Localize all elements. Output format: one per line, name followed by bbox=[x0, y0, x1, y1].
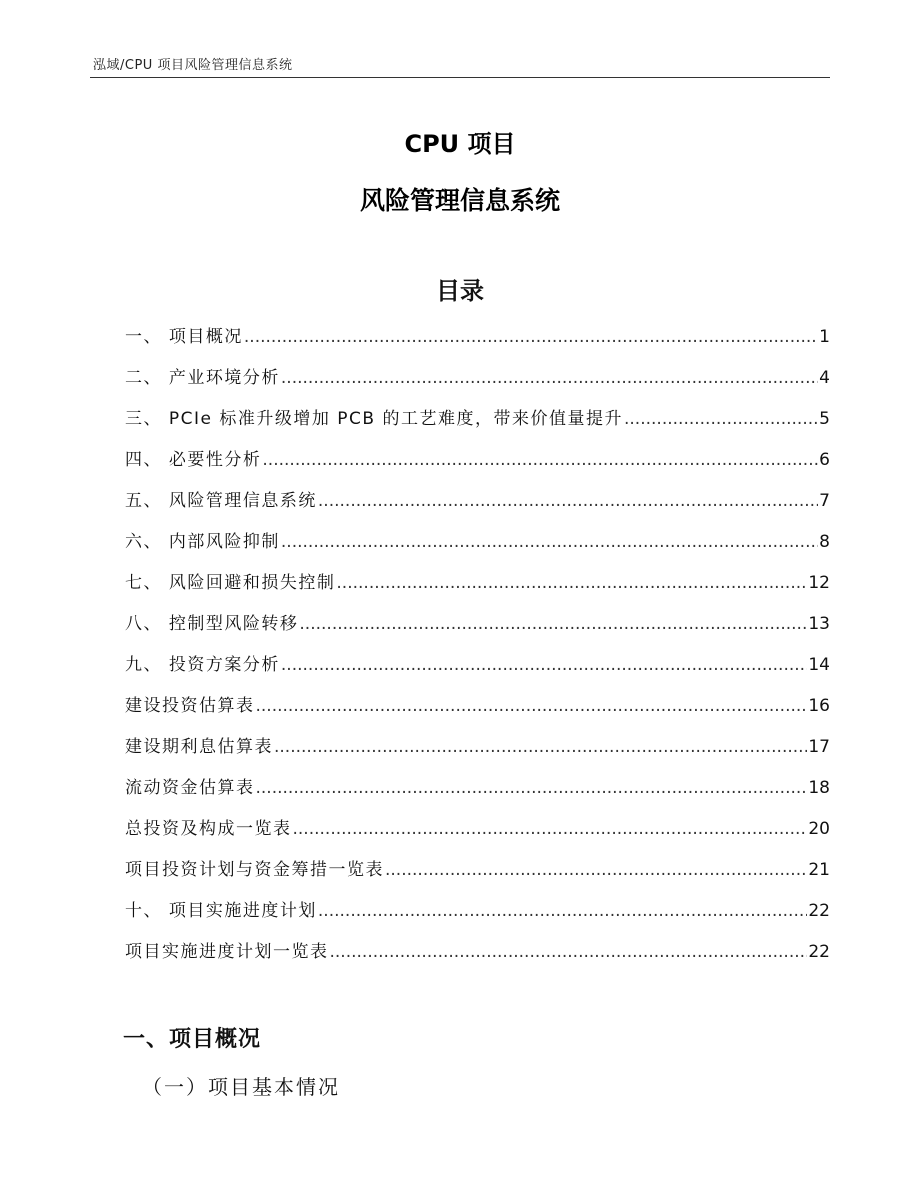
toc-entry-page: 22 bbox=[808, 942, 830, 962]
toc-entry-page: 8 bbox=[819, 532, 830, 552]
toc-entry-page: 14 bbox=[808, 655, 830, 675]
toc-leader bbox=[281, 655, 807, 675]
toc-entry[interactable] bbox=[125, 732, 830, 773]
toc-entry[interactable] bbox=[125, 650, 830, 691]
toc-entry[interactable] bbox=[125, 691, 830, 732]
toc-leader bbox=[293, 819, 808, 839]
toc-leader bbox=[281, 368, 818, 388]
toc-leader bbox=[244, 327, 818, 347]
toc-entry-page: 1 bbox=[819, 327, 830, 347]
toc-leader bbox=[299, 614, 807, 634]
toc-entry-label: 九、 投资方案分析 bbox=[125, 655, 280, 675]
toc-entry-label: 一、 项目概况 bbox=[125, 327, 243, 347]
toc-entry[interactable] bbox=[125, 363, 830, 404]
toc-entry-page: 13 bbox=[808, 614, 830, 634]
toc-entry[interactable] bbox=[125, 814, 830, 855]
toc-leader bbox=[318, 901, 807, 921]
toc-entry-label: 五、 风险管理信息系统 bbox=[125, 491, 317, 511]
toc-leader bbox=[624, 409, 818, 429]
toc-leader bbox=[281, 532, 818, 552]
toc-entry-label: 流动资金估算表 bbox=[125, 778, 255, 798]
toc-leader bbox=[385, 860, 807, 880]
toc-entry[interactable] bbox=[125, 896, 830, 937]
toc-entry-label: 十、 项目实施进度计划 bbox=[125, 901, 317, 921]
toc-entry-label: 项目实施进度计划一览表 bbox=[125, 942, 329, 962]
toc-leader bbox=[330, 942, 808, 962]
toc-leader bbox=[256, 778, 808, 798]
toc-entry-page: 12 bbox=[808, 573, 830, 593]
table-of-contents bbox=[125, 322, 830, 978]
toc-entry-label: 七、 风险回避和损失控制 bbox=[125, 573, 336, 593]
toc-entry-label: 六、 内部风险抑制 bbox=[125, 532, 280, 552]
toc-entry-page: 22 bbox=[808, 901, 830, 921]
toc-entry-page: 6 bbox=[819, 450, 830, 470]
section-heading: 一、项目概况 bbox=[123, 1027, 262, 1052]
document-subtitle: 风险管理信息系统 bbox=[359, 186, 560, 215]
toc-entry-label: 总投资及构成一览表 bbox=[125, 819, 292, 839]
toc-entry-page: 16 bbox=[808, 696, 830, 716]
toc-leader bbox=[318, 491, 818, 511]
toc-entry[interactable] bbox=[125, 609, 830, 650]
toc-entry-label: 二、 产业环境分析 bbox=[125, 368, 280, 388]
toc-entry-page: 21 bbox=[808, 860, 830, 880]
toc-entry[interactable] bbox=[125, 773, 830, 814]
toc-entry-page: 20 bbox=[808, 819, 830, 839]
toc-entry-label: 建设期利息估算表 bbox=[125, 737, 273, 757]
toc-entry-label: 三、 PCIe 标准升级增加 PCB 的工艺难度，带来价值量提升 bbox=[125, 409, 623, 429]
toc-entry[interactable] bbox=[125, 527, 830, 568]
toc-leader bbox=[256, 696, 808, 716]
toc-entry[interactable] bbox=[125, 322, 830, 363]
toc-entry-page: 18 bbox=[808, 778, 830, 798]
toc-entry[interactable] bbox=[125, 937, 830, 978]
document-title: CPU 项目 bbox=[404, 130, 516, 158]
header-divider bbox=[90, 77, 830, 78]
toc-leader bbox=[274, 737, 807, 757]
toc-entry-page: 7 bbox=[819, 491, 830, 511]
toc-entry[interactable] bbox=[125, 445, 830, 486]
toc-entry[interactable] bbox=[125, 404, 830, 445]
toc-entry-label: 四、 必要性分析 bbox=[125, 450, 262, 470]
toc-heading: 目录 bbox=[436, 277, 484, 305]
toc-entry[interactable] bbox=[125, 855, 830, 896]
toc-entry-label: 八、 控制型风险转移 bbox=[125, 614, 299, 634]
toc-leader bbox=[262, 450, 818, 470]
toc-entry[interactable] bbox=[125, 486, 830, 527]
sub-heading: （一）项目基本情况 bbox=[142, 1075, 340, 1099]
toc-leader bbox=[336, 573, 807, 593]
toc-entry-page: 17 bbox=[808, 737, 830, 757]
toc-entry-label: 项目投资计划与资金筹措一览表 bbox=[125, 860, 384, 880]
toc-entry[interactable] bbox=[125, 568, 830, 609]
running-header: 泓域/CPU 项目风险管理信息系统 bbox=[93, 58, 293, 73]
toc-entry-page: 4 bbox=[819, 368, 830, 388]
toc-entry-page: 5 bbox=[819, 409, 830, 429]
toc-entry-label: 建设投资估算表 bbox=[125, 696, 255, 716]
